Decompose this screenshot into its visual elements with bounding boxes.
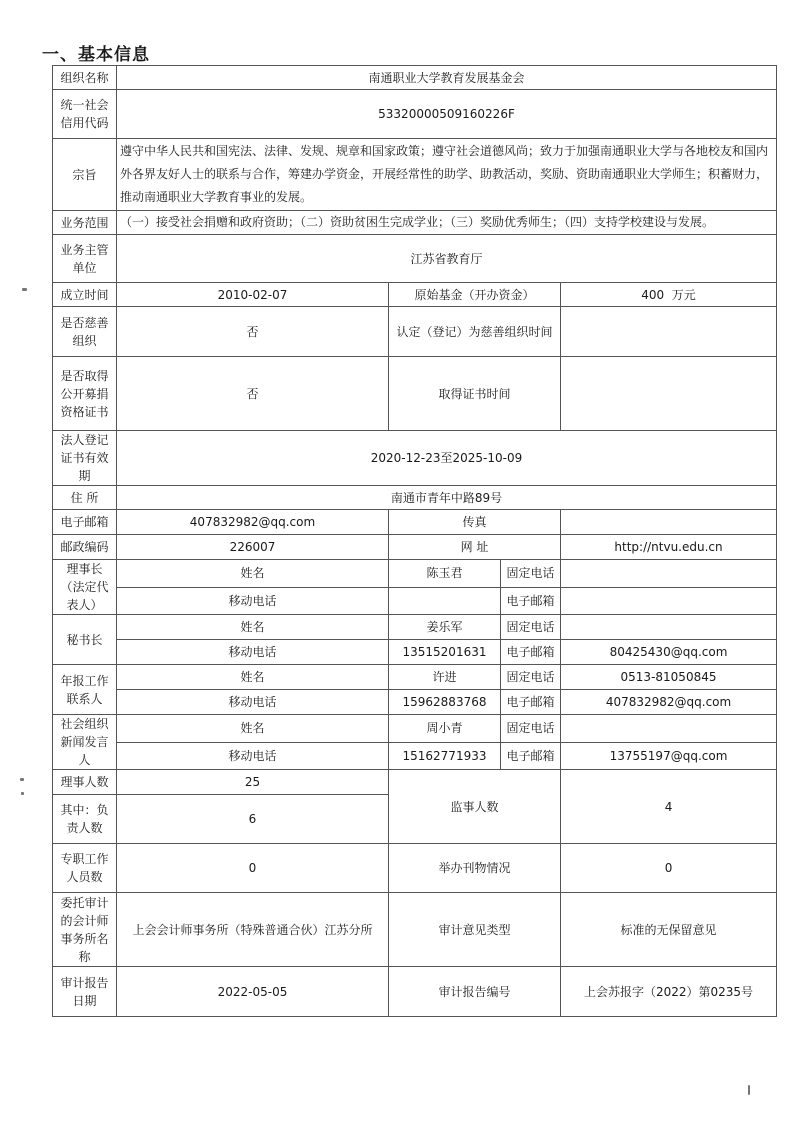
report-contact-mobile-label: 移动电话	[117, 690, 389, 715]
fundraising-time-value	[561, 357, 777, 431]
fund-value: 400 万元	[561, 283, 777, 307]
postal-label: 邮政编码	[53, 535, 117, 560]
secretary-email-label: 电子邮箱	[501, 640, 561, 665]
row-spokesperson-1	[53, 715, 777, 743]
cert-validity-label: 法人登记证书有效期	[53, 431, 117, 486]
website-label: 网 址	[389, 535, 561, 560]
audit-number-label: 审计报告编号	[389, 967, 561, 1017]
report-contact-email: 407832982@qq.com	[561, 690, 777, 715]
fax-label: 传真	[389, 510, 561, 535]
secretary-name: 姜乐军	[389, 615, 501, 640]
row-report-contact-2	[53, 690, 777, 715]
spokesperson-mobile-label: 移动电话	[117, 742, 389, 770]
spokesperson-mobile: 15162771933	[389, 742, 501, 770]
fax-value	[561, 510, 777, 535]
charity-label: 是否慈善组织	[53, 307, 117, 357]
chairman-phone-label: 固定电话	[501, 560, 561, 588]
scan-speck	[748, 1085, 750, 1095]
chairman-mobile-label: 移动电话	[117, 587, 389, 615]
supervisor-value: 江苏省教育厅	[117, 235, 777, 283]
row-purpose	[53, 139, 777, 211]
report-contact-phone-label: 固定电话	[501, 665, 561, 690]
spokesperson-name: 周小青	[389, 715, 501, 743]
secretary-mobile-label: 移动电话	[117, 640, 389, 665]
org-name-label: 组织名称	[53, 66, 117, 90]
spokesperson-phone-label: 固定电话	[501, 715, 561, 743]
row-secretary-1	[53, 615, 777, 640]
row-supervisor	[53, 235, 777, 283]
row-credit-code	[53, 90, 777, 139]
row-public-fundraising	[53, 357, 777, 431]
audit-number-value: 上会苏报字（2022）第0235号	[561, 967, 777, 1017]
postal-value: 226007	[117, 535, 389, 560]
business-scope-label: 业务范围	[53, 211, 117, 235]
chairman-name: 陈玉君	[389, 560, 501, 588]
row-founded	[53, 283, 777, 307]
audit-opinion-value: 标准的无保留意见	[561, 893, 777, 967]
charity-time-value	[561, 307, 777, 357]
row-business-scope	[53, 211, 777, 235]
row-secretary-2	[53, 640, 777, 665]
supervisor-label: 业务主管单位	[53, 235, 117, 283]
org-name-value: 南通职业大学教育发展基金会	[117, 66, 777, 90]
report-contact-email-label: 电子邮箱	[501, 690, 561, 715]
credit-code-value: 53320000509160226F	[117, 90, 777, 139]
spokesperson-label: 社会组织新闻发言人	[53, 715, 117, 770]
purpose-label: 宗旨	[53, 139, 117, 211]
email-value: 407832982@qq.com	[117, 510, 389, 535]
directors-value: 25	[117, 770, 389, 795]
fundraising-time-label: 取得证书时间	[389, 357, 561, 431]
responsible-label: 其中：负责人数	[53, 795, 117, 844]
founded-label: 成立时间	[53, 283, 117, 307]
scan-speck	[20, 778, 24, 781]
row-audit-date	[53, 967, 777, 1017]
supervisors-value: 4	[561, 770, 777, 844]
address-label: 住 所	[53, 486, 117, 510]
supervisors-label: 监事人数	[389, 770, 561, 844]
auditor-label: 委托审计的会计师事务所名称	[53, 893, 117, 967]
publication-value: 0	[561, 844, 777, 893]
row-email	[53, 510, 777, 535]
report-contact-name-label: 姓名	[117, 665, 389, 690]
audit-opinion-label: 审计意见类型	[389, 893, 561, 967]
purpose-value: 遵守中华人民共和国宪法、法律、发规、规章和国家政策；遵守社会道德风尚；致力于加强南通职业大学与各地校友和国内外各界友好人士的联系与合作，筹建办学资金，开展经常性的助学、助教活动，奖励、资助南通职业大学师生；积蓄财力，推动南通职业大学教育事业的发展。	[117, 139, 777, 211]
secretary-label: 秘书长	[53, 615, 117, 665]
report-contact-name: 许进	[389, 665, 501, 690]
spokesperson-name-label: 姓名	[117, 715, 389, 743]
fund-label: 原始基金（开办资金）	[389, 283, 561, 307]
publication-label: 举办刊物情况	[389, 844, 561, 893]
row-cert-validity	[53, 431, 777, 486]
chairman-email	[561, 587, 777, 615]
row-chairman-1	[53, 560, 777, 588]
chairman-name-label: 姓名	[117, 560, 389, 588]
address-value: 南通市青年中路89号	[117, 486, 777, 510]
charity-value: 否	[117, 307, 389, 357]
credit-code-label: 统一社会信用代码	[53, 90, 117, 139]
report-contact-phone: 0513-81050845	[561, 665, 777, 690]
audit-date-label: 审计报告日期	[53, 967, 117, 1017]
cert-validity-value: 2020-12-23至2025-10-09	[117, 431, 777, 486]
website-value: http://ntvu.edu.cn	[561, 535, 777, 560]
scan-speck	[22, 288, 27, 291]
secretary-name-label: 姓名	[117, 615, 389, 640]
scan-speck	[21, 792, 24, 795]
responsible-value: 6	[117, 795, 389, 844]
secretary-phone-label: 固定电话	[501, 615, 561, 640]
row-report-contact-1	[53, 665, 777, 690]
secretary-email: 80425430@qq.com	[561, 640, 777, 665]
charity-time-label: 认定（登记）为慈善组织时间	[389, 307, 561, 357]
spokesperson-phone	[561, 715, 777, 743]
section-heading: 一、基本信息	[42, 45, 150, 65]
row-spokesperson-2	[53, 742, 777, 770]
report-contact-mobile: 15962883768	[389, 690, 501, 715]
row-address	[53, 486, 777, 510]
row-staff	[53, 844, 777, 893]
spokesperson-email-label: 电子邮箱	[501, 742, 561, 770]
chairman-label: 理事长（法定代表人）	[53, 560, 117, 615]
chairman-phone	[561, 560, 777, 588]
business-scope-value: （一）接受社会捐赠和政府资助；（二）资助贫困生完成学业；（三）奖励优秀师生；（四）支持学校建设与发展。	[117, 211, 777, 235]
spokesperson-email: 13755197@qq.com	[561, 742, 777, 770]
directors-label: 理事人数	[53, 770, 117, 795]
staff-label: 专职工作人员数	[53, 844, 117, 893]
chairman-mobile	[389, 587, 501, 615]
secretary-mobile: 13515201631	[389, 640, 501, 665]
staff-value: 0	[117, 844, 389, 893]
fundraising-value: 否	[117, 357, 389, 431]
audit-date-value: 2022-05-05	[117, 967, 389, 1017]
email-label: 电子邮箱	[53, 510, 117, 535]
row-directors	[53, 770, 777, 795]
report-contact-label: 年报工作联系人	[53, 665, 117, 715]
auditor-value: 上会会计师事务所（特殊普通合伙）江苏分所	[117, 893, 389, 967]
row-chairman-2	[53, 587, 777, 615]
row-postal	[53, 535, 777, 560]
fundraising-label: 是否取得公开募捐资格证书	[53, 357, 117, 431]
row-auditor	[53, 893, 777, 967]
row-charity	[53, 307, 777, 357]
secretary-phone	[561, 615, 777, 640]
basic-info-table	[52, 65, 777, 1017]
row-org-name	[53, 66, 777, 90]
founded-value: 2010-02-07	[117, 283, 389, 307]
chairman-email-label: 电子邮箱	[501, 587, 561, 615]
